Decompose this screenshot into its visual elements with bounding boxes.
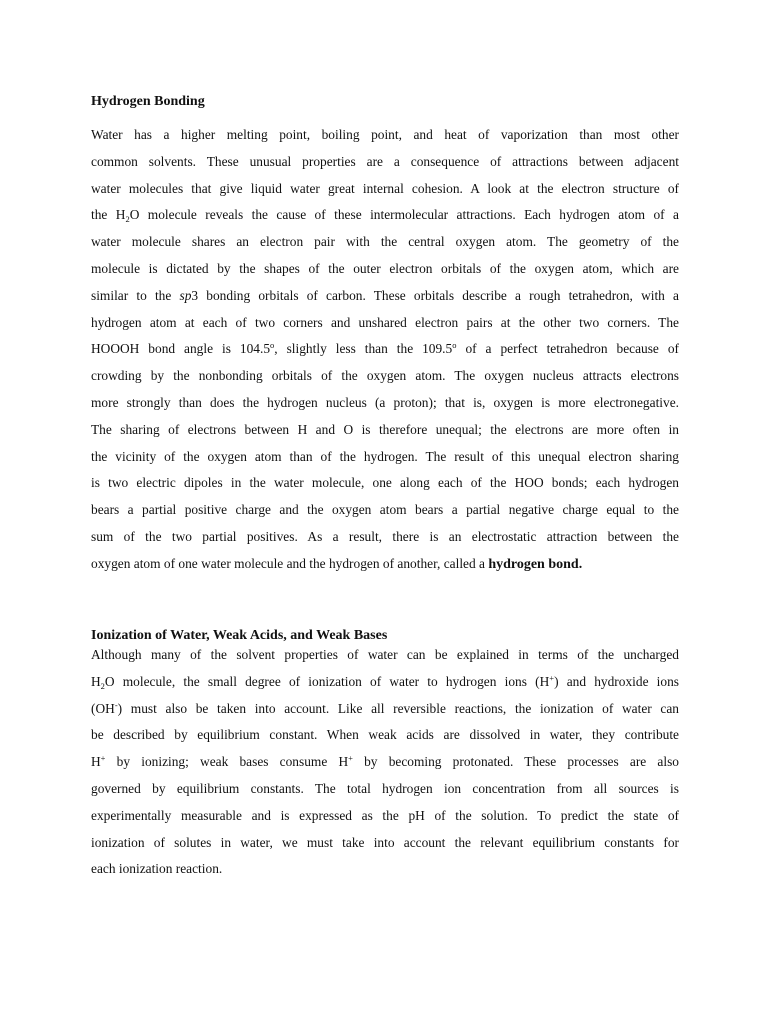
text-line: bears a partial positive charge and the oxygen atom bears a partial negative charge equal to the — [91, 502, 679, 518]
text-line: experimentally measurable and is expressed as the pH of the solution. To predict the state of — [91, 807, 679, 823]
italic-text: sp — [179, 287, 192, 303]
text-line: water molecule shares an electron pair with the central oxygen atom. The geometry of the — [91, 234, 679, 250]
text-line: HOOOH bond angle is 104.5$^o$, slightly less than the 109.5$^o$ of a perfect tetrahedron because of — [91, 340, 679, 357]
paragraph-hydrogen-bonding — [91, 122, 679, 578]
text-line: common solvents. These unusual properties are a consequence of attractions between adjacent — [91, 153, 679, 169]
text-line: governed by equilibrium constants. The total hydrogen ion concentration from all sources is — [91, 780, 679, 796]
bold-term: hydrogen bond. — [488, 556, 583, 572]
text-line: The sharing of electrons between H and O is therefore unequal; the electrons are more often in — [91, 421, 679, 437]
section-heading-ionization: Ionization of Water, Weak Acids, and Weak Bases — [91, 628, 388, 643]
text-line: ionization of solutes in water, we must take into account the relevant equilibrium constants for — [91, 834, 679, 850]
superscript: + — [100, 753, 106, 764]
text-line: H+ by ionizing; weak bases consume H+ by becoming protonated. These processes are also — [91, 753, 679, 770]
text-line: be described by equilibrium constant. When weak acids are dissolved in water, they contribute — [91, 727, 679, 743]
text-line: Water has a higher melting point, boiling point, and heat of vaporization than most other — [91, 127, 679, 142]
subscript: 2 — [100, 680, 105, 691]
text-line: water molecules that give liquid water great internal cohesion. A look at the electron structure of — [91, 180, 679, 196]
text-line: is two electric dipoles in the water molecule, one along each of the HOO bonds; each hydrogen — [91, 475, 679, 491]
paragraph-ionization — [91, 642, 679, 883]
text-line: Although many of the solvent properties of water can be explained in terms of the uncharged — [91, 647, 679, 662]
text-line: crowding by the nonbonding orbitals of the oxygen atom. The oxygen nucleus attracts electrons — [91, 368, 679, 384]
superscript: o — [452, 340, 457, 351]
text-line: sum of the two partial positives. As a result, there is an electrostatic attraction between the — [91, 528, 679, 544]
text-line: the vicinity of the oxygen atom than of the hydrogen. The result of this unequal electron sharing — [91, 448, 679, 464]
text-line: more strongly than does the hydrogen nucleus (a proton); that is, oxygen is more electronegative. — [91, 394, 679, 410]
section-heading-hydrogen-bonding: Hydrogen Bonding — [91, 94, 205, 109]
subscript: 2 — [125, 214, 130, 225]
text-line: hydrogen atom at each of two corners and unshared electron pairs at the other two corners. The — [91, 314, 679, 330]
superscript: o — [270, 340, 275, 351]
text-line: the $H_2O$ molecule reveals the cause of these intermolecular attractions. Each hydrogen atom of a — [91, 207, 679, 225]
text-line: each ionization reaction. — [91, 861, 223, 877]
text-line: similar to the sp3 bonding orbitals of carbon. These orbitals describe a rough tetrahedron, with a — [91, 287, 679, 303]
text-line: (OH-) must also be taken into account. Like all reversible reactions, the ionization of water can — [91, 699, 679, 716]
text-line: molecule is dictated by the shapes of the outer electron orbitals of the oxygen atom, which are — [91, 260, 679, 276]
text-line: $H_2O$ molecule, the small degree of ionization of water to hydrogen ions (H+) and hydroxide ions — [91, 672, 679, 691]
superscript: + — [549, 672, 555, 683]
superscript: - — [114, 699, 118, 710]
text-line: oxygen atom of one water molecule and the hydrogen of another, called a hydrogen bond. — [91, 555, 583, 572]
superscript: + — [348, 753, 353, 764]
